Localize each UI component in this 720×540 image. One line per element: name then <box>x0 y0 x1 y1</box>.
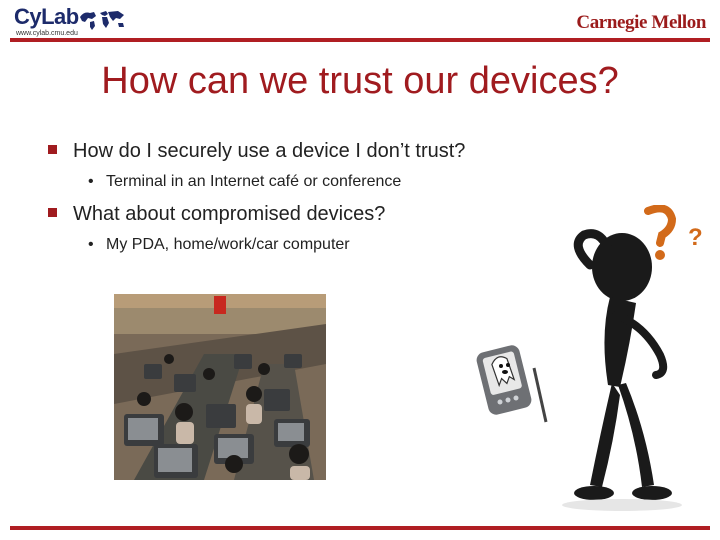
dot-bullet-icon: • <box>88 236 94 253</box>
bullet-1-text: How do I securely use a device I don’t trust? <box>73 140 466 162</box>
sub-bullet-2-1 <box>88 236 350 254</box>
sub-bullet-1-1-text: Terminal in an Internet café or conference <box>106 173 402 190</box>
question-mark: ? <box>688 224 703 251</box>
square-bullet-icon <box>48 208 57 217</box>
cmu-logo: Carnegie Mellon <box>576 12 706 33</box>
cylab-logo <box>14 4 124 38</box>
square-bullet-icon <box>48 145 57 154</box>
internet-cafe-photo <box>114 294 326 480</box>
sub-bullet-1-1 <box>88 173 401 191</box>
cylab-logo-text: CyLab <box>14 4 79 29</box>
bullet-1 <box>48 140 465 163</box>
header-rule <box>10 38 710 42</box>
footer-rule <box>10 526 710 530</box>
slide-title: How can we trust our devices? <box>101 60 619 102</box>
pda-ghost-illustration <box>474 338 554 428</box>
bullet-2 <box>48 203 385 226</box>
world-map-icon <box>78 9 126 31</box>
cylab-url: www.cylab.cmu.edu <box>16 30 78 37</box>
dot-bullet-icon: • <box>88 173 94 190</box>
confused-figure-illustration <box>560 205 710 515</box>
sub-bullet-2-1-text: My PDA, home/work/car computer <box>106 236 350 253</box>
bullet-2-text: What about compromised devices? <box>73 203 386 225</box>
